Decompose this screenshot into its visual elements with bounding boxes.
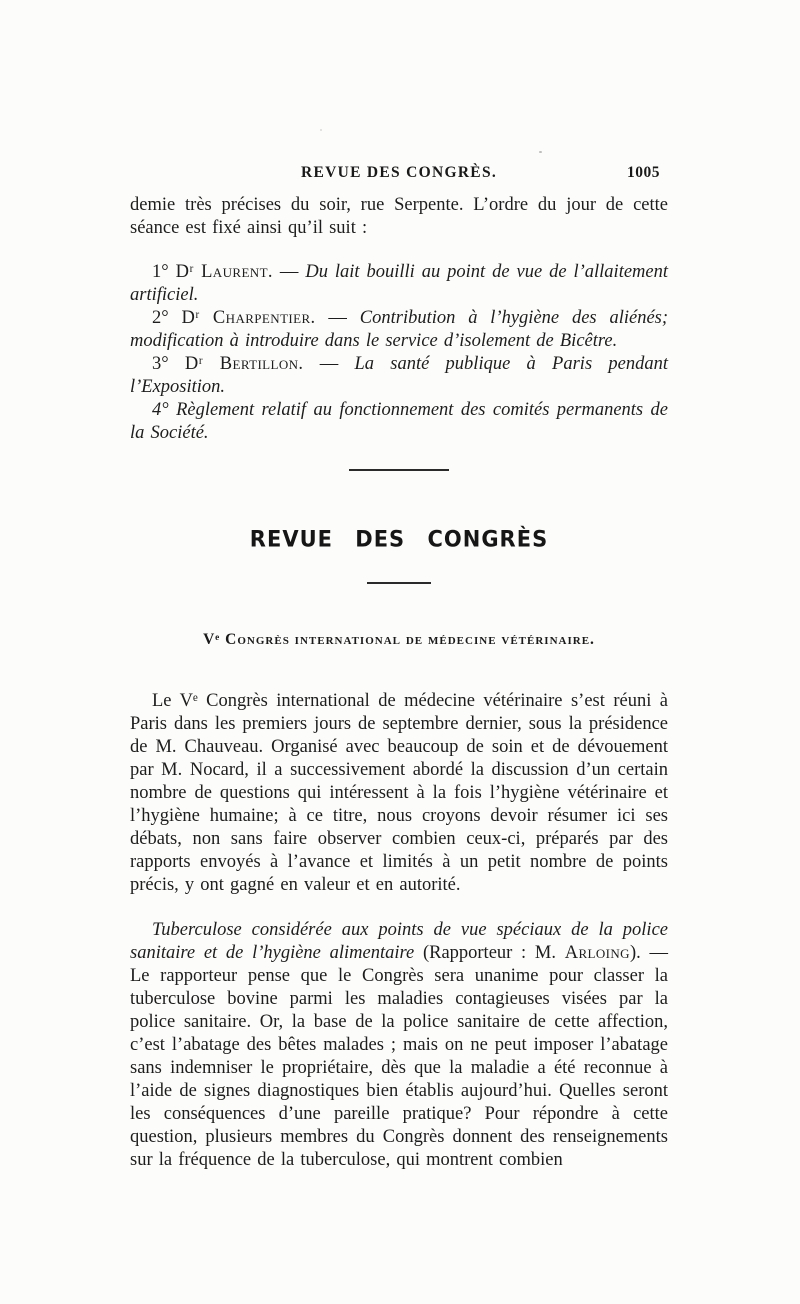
- rapporteur-suffix: ). —: [629, 943, 668, 963]
- agenda-item-title: La santé publique à Paris pendant l’Exposition.: [130, 354, 668, 397]
- agenda-item-title: Contribution à l’hygiène des aliénés; modification à introduire dans le service d’isolement de Bicêtre.: [130, 308, 669, 351]
- congress-subheading: Vᵉ Congrès international de médecine vétérinaire.: [203, 631, 595, 648]
- agenda-item-3: [130, 353, 668, 399]
- agenda-item-number: 4°: [152, 400, 169, 420]
- agenda-list: [130, 261, 668, 445]
- running-head: [130, 0, 668, 182]
- agenda-item-dash: —: [279, 262, 299, 282]
- agenda-item-1: [130, 261, 668, 307]
- section-heading: REVUE DES CONGRÈS: [249, 526, 549, 552]
- agenda-item-2: [130, 307, 668, 353]
- agenda-item-dash: —: [328, 308, 347, 328]
- rapporteur-prefix: (Rapporteur : M.: [422, 943, 565, 963]
- agenda-item-title: Du lait bouilli au point de vue de l’allaitement artificiel.: [130, 262, 669, 305]
- agenda-item-number: 3°: [152, 354, 169, 374]
- agenda-item-dash: —: [319, 354, 339, 374]
- agenda-item-title: Règlement relatif au fonctionnement des comités permanents de la Société.: [130, 400, 668, 443]
- agenda-item-number: 2°: [152, 308, 169, 328]
- agenda-item-speaker: Dʳ Charpentier.: [181, 308, 316, 328]
- page-number: 1005: [627, 164, 660, 181]
- agenda-item-4: [130, 399, 668, 445]
- paragraph-tuberculose-report: [130, 919, 668, 1172]
- paragraph-seance-intro: demie très précises du soir, rue Serpente. L’ordre du jour de cette séance est fixé ainsi qu’il suit :: [130, 195, 668, 238]
- agenda-item-speaker: Dʳ Bertillon.: [184, 354, 304, 374]
- rapporteur-name: Arloing: [564, 943, 630, 963]
- divider-rule-under-heading: [367, 582, 431, 584]
- divider-rule-top: [349, 469, 449, 471]
- paragraph-congress-overview: Le Vᵉ Congrès international de médecine vétérinaire s’est réuni à Paris dans les premiers jours de septembre dernier, sous la présidence de M. Chauveau. Organisé avec beaucoup de soin et de dévouement par M. Nocard, il a successivement abordé la discussion d’un certain nombre de questions qui intéressent à la fois l’hygiène vétérinaire et l’hygiène humaine; à ce titre, nous croyons devoir résumer ici ses débats, non sans faire observer combien ceux-ci, préparés par des rapports envoyés à l’avance et limités à un petit nombre de points précis, y ont gagné en valeur et en autorité.: [130, 691, 668, 895]
- report-title: Tuberculose considérée aux points de vue spéciaux de la police sanitaire et de l’hygiène alimentaire: [130, 920, 668, 963]
- agenda-item-number: 1°: [152, 262, 169, 282]
- running-head-title: REVUE DES CONGRÈS.: [300, 164, 498, 181]
- text-column: [130, 0, 668, 1172]
- report-body: Le rapporteur pense que le Congrès sera unanime pour classer la tuberculose bovine parmi les maladies contagieuses visées par la police sanitaire. Or, la base de la police sanitaire de cette affection, c’est l’abatage des bêtes malades ; mais on ne peut imposer l’abatage sans indemniser le propriétaire, dès que la maladie a été reconnue à l’aide de signes diagnostiques bien établis aujourd’hui. Quelles seront les conséquences d’une pareille pratique? Pour répondre à cette question, plusieurs membres du Congrès donnent des renseignements sur la fréquence de la tuberculose, qui montrent combien: [130, 966, 668, 1170]
- agenda-item-speaker: Dʳ Laurent.: [175, 262, 273, 282]
